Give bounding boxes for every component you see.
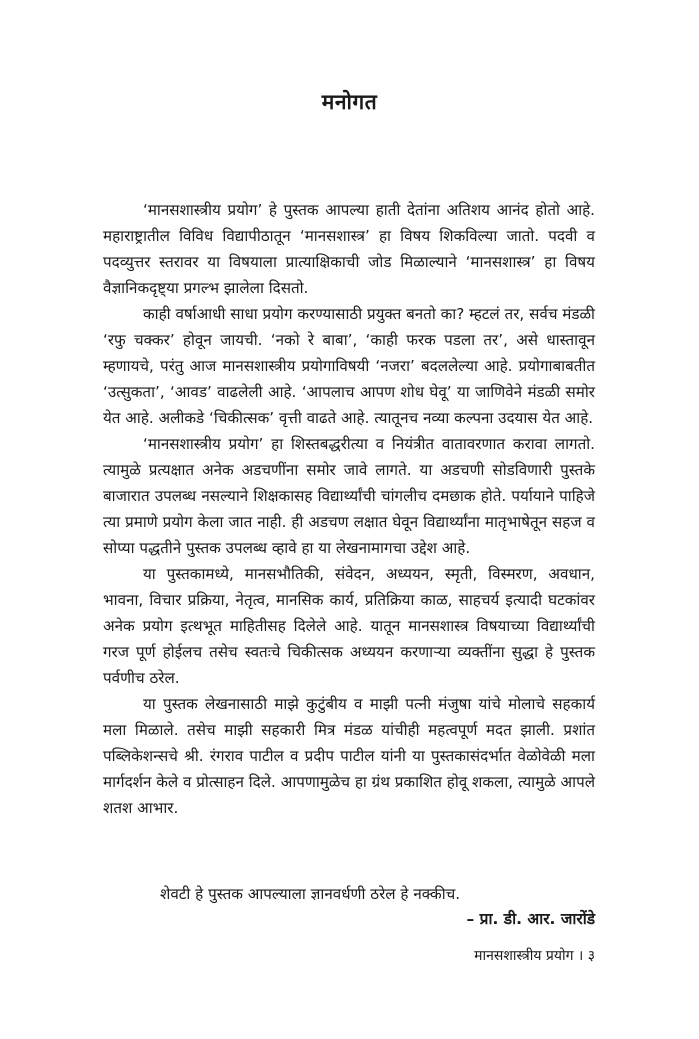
body-text xyxy=(103,197,595,821)
author-signature: – प्रा. डी. आर. जारोंडे xyxy=(466,910,595,928)
paragraph-1: ‘मानसशास्त्रीय प्रयोग’ हे पुस्तक आपल्या हाती देतांना अतिशय आनंद होतो आहे. महाराष्ट्रातील विविध विद्यापीठातून ‘मानसशास्त्र’ हा विषय शिकविल्या जातो. पदवी व पदव्युत्तर स्तरावर या विषयाला प्रात्याक्षिकाची जोड मिळाल्याने ‘मानसशास्त्र’ हा विषय वैज्ञानिकदृष्ट्या प्रगल्भ झालेला दिसतो. xyxy=(103,201,595,297)
closing-line: शेवटी हे पुस्तक आपल्याला ज्ञानवर्धणी ठरेल हे नक्कीच. xyxy=(160,885,461,903)
page-title: मनोगत xyxy=(321,90,378,114)
paragraph-2: काही वर्षाआधी साधा प्रयोग करण्यासाठी प्रयुक्त बनतो का? म्हटलं तर, सर्वच मंडळी ‘रफु चक्कर’ होवून जायची. ‘नको रे बाबा’, ‘काही फरक पडला तर’, असे धास्तावून म्हणायचे, परंतु आज मानसशास्त्रीय प्रयोगाविषयी ‘नजरा’ बदललेल्या आहे. प्रयोगाबाबतीत ‘उत्सुकता’, ‘आवड’ वाढलेली आहे. ‘आपलाच आपण शोध घेवू’ या जाणिवेने मंडळी समोर येत आहे. अलीकडे ‘चिकीत्सक’ वृत्ती वाढते आहे. त्यातूनच नव्या कल्पना उदयास येत आहे. xyxy=(103,305,595,427)
paragraph-5: या पुस्तक लेखनासाठी माझे कुटुंबीय व माझी पत्नी मंजुषा यांचे मोलाचे सहकार्य मला मिळाले. तसेच माझी सहकारी मित्र मंडळ यांचीही महत्वपूर्ण मदत झाली. प्रशांत पब्लिकेशन्सचे श्री. रंगराव पाटील व प्रदीप पाटील यांनी या पुस्तकासंदर्भात वेळोवेळी मला मार्गदर्शन केले व प्रोत्साहन दिले. आपणामुळेच हा ग्रंथ प्रकाशित होवू शकला, त्यामुळे आपले शतश आभार. xyxy=(103,695,595,817)
paragraph-3: ‘मानसशास्त्रीय प्रयोग’ हा शिस्तबद्धरीत्या व नियंत्रीत वातावरणात करावा लागतो. त्यामुळे प्रत्यक्षात अनेक अडचणींना समोर जावे लागते. या अडचणी सोडविणारी पुस्तके बाजारात उपलब्ध नसल्याने शिक्षकासह विद्यार्थ्यांची चांगलीच दमछाक होते. पर्यायाने पाहिजे त्या प्रमाणे प्रयोग केला जात नाही. ही अडचण लक्षात घेवून विद्यार्थ्यांना मातृभाषेतून सहज व सोप्या पद्धतीने पुस्तक उपलब्ध व्हावे हा या लेखनामागचा उद्देश आहे. xyxy=(103,435,595,557)
paragraph-4: या पुस्तकामध्ये, मानसभौतिकी, संवेदन, अध्ययन, स्मृती, विस्मरण, अवधान, भावना, विचार प्रक्रिया, नेतृत्व, मानसिक कार्य, प्रतिक्रिया काळ, साहचर्य इत्यादी घटकांवर अनेक प्रयोग इत्थभूत माहितीसह दिलेले आहे. यातून मानसशास्त्र विषयाच्या विद्यार्थ्यांची गरज पूर्ण होईलच तसेच स्वतःचे चिकीत्सक अध्ययन करणाऱ्या व्यक्तींना सुद्धा हे पुस्तक पर्वणीच ठरेल. xyxy=(103,565,595,687)
page-footer: मानसशास्त्रीय प्रयोग । ३ xyxy=(474,948,595,964)
